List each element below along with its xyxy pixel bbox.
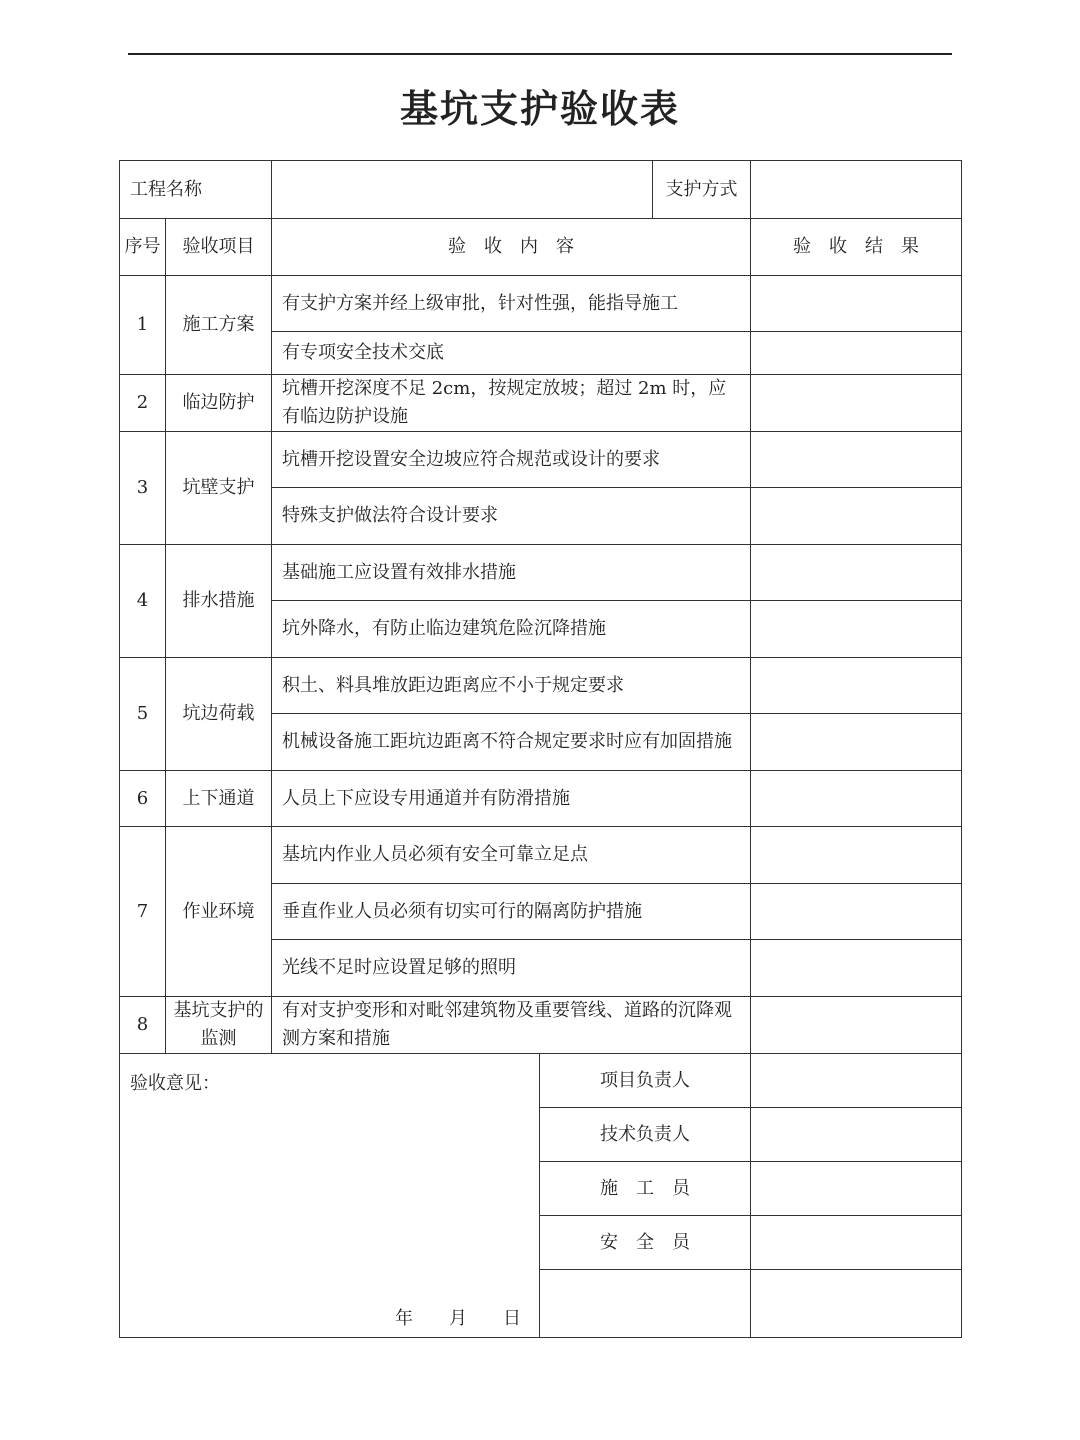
row-content: 人员上下应设专用通道并有防滑措施 [272, 771, 751, 827]
support-method-field[interactable] [751, 161, 962, 219]
row-content: 坑槽开挖深度不足 2cm，按规定放坡；超过 2m 时，应有临边防护设施 [272, 375, 751, 432]
role-label: 项目负责人 [540, 1054, 751, 1108]
result-header: 验 收 结 果 [751, 219, 962, 276]
top-rule [128, 53, 952, 55]
item-header: 验收项目 [166, 219, 272, 276]
signature-cell[interactable] [751, 1162, 962, 1216]
support-method-label: 支护方式 [653, 161, 751, 219]
signature-cell[interactable] [751, 1270, 962, 1338]
project-name-field[interactable] [272, 161, 653, 219]
result-cell[interactable] [751, 545, 962, 601]
result-cell[interactable] [751, 375, 962, 432]
result-cell[interactable] [751, 488, 962, 545]
row-item: 临边防护 [166, 375, 272, 432]
comments-label: 验收意见： [130, 1073, 220, 1094]
row-seq: 4 [120, 545, 166, 658]
result-cell[interactable] [751, 997, 962, 1054]
row-content: 基础施工应设置有效排水措施 [272, 545, 751, 601]
result-cell[interactable] [751, 940, 962, 997]
row-content: 坑外降水，有防止临边建筑危险沉降措施 [272, 601, 751, 658]
row-seq: 5 [120, 658, 166, 771]
role-label: 技术负责人 [540, 1108, 751, 1162]
table-row [120, 827, 962, 884]
project-name-label: 工程名称 [120, 161, 272, 219]
table-row [120, 997, 962, 1054]
result-cell[interactable] [751, 884, 962, 940]
signature-cell[interactable] [751, 1216, 962, 1270]
result-cell[interactable] [751, 276, 962, 332]
role-label: 安 全 员 [540, 1216, 751, 1270]
row-seq: 6 [120, 771, 166, 827]
project-info-row [120, 161, 962, 219]
row-seq: 8 [120, 997, 166, 1054]
acceptance-form-table [119, 160, 962, 1338]
row-content: 有支护方案并经上级审批，针对性强，能指导施工 [272, 276, 751, 332]
comments-area[interactable] [120, 1054, 540, 1338]
seq-header: 序号 [120, 219, 166, 276]
row-content: 有对支护变形和对毗邻建筑物及重要管线、道路的沉降观测方案和措施 [272, 997, 751, 1054]
row-item: 基坑支护的监测 [166, 997, 272, 1054]
blank-role-cell [540, 1270, 751, 1338]
table-row [120, 658, 962, 714]
content-header: 验 收 内 容 [272, 219, 751, 276]
result-cell[interactable] [751, 714, 962, 771]
signature-cell[interactable] [751, 1108, 962, 1162]
row-content: 垂直作业人员必须有切实可行的隔离防护措施 [272, 884, 751, 940]
row-item: 施工方案 [166, 276, 272, 375]
result-cell[interactable] [751, 601, 962, 658]
signature-row [120, 1054, 962, 1108]
column-header-row [120, 219, 962, 276]
row-item: 坑边荷载 [166, 658, 272, 771]
result-cell[interactable] [751, 771, 962, 827]
table-row [120, 375, 962, 432]
row-seq: 2 [120, 375, 166, 432]
row-item: 坑壁支护 [166, 432, 272, 545]
row-content: 光线不足时应设置足够的照明 [272, 940, 751, 997]
row-content: 积土、料具堆放距边距离应不小于规定要求 [272, 658, 751, 714]
row-content: 机械设备施工距坑边距离不符合规定要求时应有加固措施 [272, 714, 751, 771]
row-content: 有专项安全技术交底 [272, 332, 751, 375]
row-content: 坑槽开挖设置安全边坡应符合规范或设计的要求 [272, 432, 751, 488]
date-label: 年 月 日 [395, 1308, 521, 1329]
result-cell[interactable] [751, 658, 962, 714]
table-row [120, 276, 962, 332]
row-content: 特殊支护做法符合设计要求 [272, 488, 751, 545]
result-cell[interactable] [751, 332, 962, 375]
row-seq: 1 [120, 276, 166, 375]
signature-cell[interactable] [751, 1054, 962, 1108]
row-seq: 7 [120, 827, 166, 997]
table-row [120, 545, 962, 601]
row-item: 上下通道 [166, 771, 272, 827]
row-item: 排水措施 [166, 545, 272, 658]
table-row [120, 432, 962, 488]
table-row [120, 771, 962, 827]
row-item: 作业环境 [166, 827, 272, 997]
page-title: 基坑支护验收表 [399, 87, 680, 131]
row-seq: 3 [120, 432, 166, 545]
role-label: 施 工 员 [540, 1162, 751, 1216]
result-cell[interactable] [751, 827, 962, 884]
row-content: 基坑内作业人员必须有安全可靠立足点 [272, 827, 751, 884]
result-cell[interactable] [751, 432, 962, 488]
